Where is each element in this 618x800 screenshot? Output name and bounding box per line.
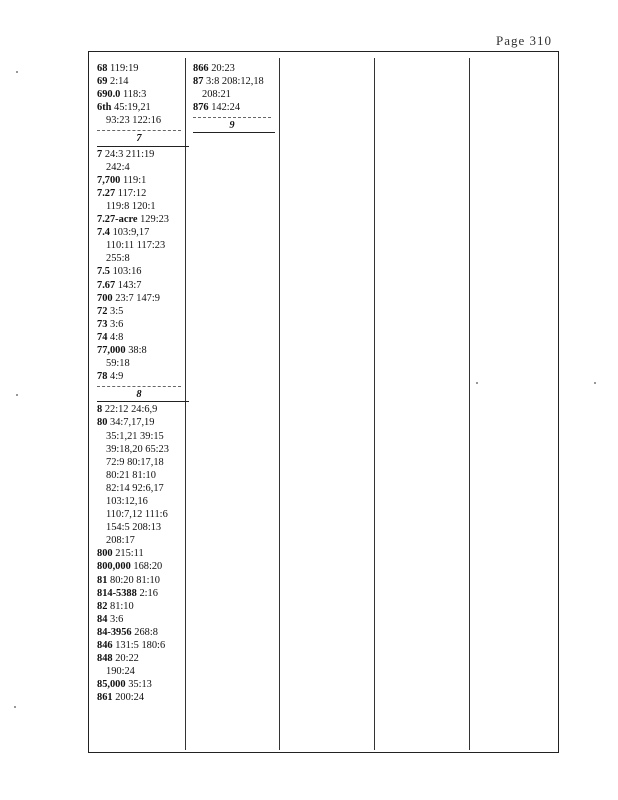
page-line-refs: 110:7,12 111:6 <box>106 509 168 521</box>
page-line-refs: 255:8 <box>106 253 130 265</box>
index-term: 78 <box>97 371 108 383</box>
index-entry <box>97 292 189 305</box>
page-line-refs: 82:14 92:6,17 <box>106 482 164 494</box>
index-entry <box>97 187 189 200</box>
index-entry <box>97 75 189 88</box>
section-letter: 7 <box>136 133 142 145</box>
page-line-refs: 103:16 <box>112 266 142 278</box>
page-line-refs: 80:20 81:10 <box>110 574 160 586</box>
page-line-refs: 72:9 80:17,18 <box>106 456 164 468</box>
page-line-refs: 34:7,17,19 <box>110 417 155 429</box>
page-line-refs: 208:21 <box>202 89 231 101</box>
index-entry <box>97 344 189 357</box>
index-entry-continuation <box>97 469 189 482</box>
column-divider <box>469 58 470 750</box>
page-line-refs: 45:19,21 <box>114 102 151 114</box>
index-term: 866 <box>193 63 209 74</box>
index-term: 68 <box>97 63 108 74</box>
page-line-refs: 22:12 24:6,9 <box>104 404 158 416</box>
index-entry <box>193 75 275 88</box>
index-entry <box>97 560 189 573</box>
index-entry-continuation <box>97 252 189 265</box>
section-rule <box>97 146 189 147</box>
page-line-refs: 3:5 <box>110 305 124 317</box>
index-term: 7.5 <box>97 266 110 278</box>
scan-speck <box>16 71 18 73</box>
page-line-refs: 118:3 <box>123 89 147 101</box>
index-entry-continuation <box>97 114 189 127</box>
index-term: 74 <box>97 331 108 343</box>
index-entry <box>97 600 189 613</box>
page-line-refs: 3:8 208:12,18 <box>206 76 264 88</box>
scan-speck <box>16 394 18 396</box>
page-line-refs: 268:8 <box>134 626 158 638</box>
page-line-refs: 23:7 147:9 <box>115 292 160 304</box>
index-term: 84 <box>97 613 108 625</box>
scan-speck <box>476 382 478 384</box>
index-term: 846 <box>97 640 113 652</box>
column-divider <box>279 58 280 750</box>
index-entry <box>193 101 275 114</box>
index-entry-continuation <box>97 443 189 456</box>
index-entry <box>97 416 189 429</box>
index-entry <box>97 265 189 278</box>
column-divider <box>374 58 375 750</box>
scan-speck <box>594 382 596 384</box>
page-line-refs: 2:14 <box>110 76 129 88</box>
page-line-refs: 39:18,20 65:23 <box>106 443 169 455</box>
index-entry <box>97 213 189 226</box>
index-entry <box>97 574 189 587</box>
index-entry-continuation <box>97 534 189 547</box>
page-line-refs: 24:3 211:19 <box>104 148 155 160</box>
page-line-refs: 142:24 <box>211 102 241 114</box>
index-column-1 <box>97 62 189 705</box>
index-term: 85,000 <box>97 679 126 691</box>
index-entry-continuation <box>97 239 189 252</box>
index-term: 82 <box>97 600 108 612</box>
page-line-refs: 119:19 <box>110 63 139 74</box>
index-entry <box>97 331 189 344</box>
index-entry <box>97 148 189 161</box>
index-entry-continuation <box>97 200 189 213</box>
page-line-refs: 4:8 <box>110 331 124 343</box>
page-line-refs: 35:13 <box>128 679 152 691</box>
page-line-refs: 103:12,16 <box>106 496 148 507</box>
index-entry <box>193 62 275 75</box>
index-term: 7 <box>97 148 103 160</box>
index-term: 848 <box>97 653 113 665</box>
section-letter: 9 <box>229 120 235 132</box>
index-entry <box>97 691 189 704</box>
page-line-refs: 93:23 122:16 <box>106 115 162 127</box>
index-term: 77,000 <box>97 344 126 356</box>
index-entry <box>97 174 189 187</box>
page-line-refs: 208:17 <box>106 535 135 547</box>
page-line-refs: 3:6 <box>110 318 124 330</box>
index-entry <box>97 678 189 691</box>
page-line-refs: 80:21 81:10 <box>106 469 156 481</box>
index-entry-continuation <box>97 521 189 534</box>
page-line-refs: 38:8 <box>128 344 147 356</box>
index-entry-continuation <box>97 357 189 370</box>
index-entry-continuation <box>97 508 189 521</box>
index-term: 87 <box>193 76 204 88</box>
index-term: 69 <box>97 76 108 88</box>
index-entry <box>97 279 189 292</box>
page-line-refs: 4:9 <box>110 371 124 383</box>
index-entry-continuation <box>97 161 189 174</box>
page-line-refs: 200:24 <box>115 692 145 704</box>
index-entry <box>97 226 189 239</box>
section-header <box>97 130 189 146</box>
index-term: 876 <box>193 102 209 114</box>
index-entry <box>97 305 189 318</box>
index-entry-continuation <box>97 665 189 678</box>
section-header <box>193 117 275 133</box>
index-term: 690.0 <box>97 89 121 101</box>
page-line-refs: 154:5 208:13 <box>106 522 162 534</box>
page-line-refs: 131:5 180:6 <box>115 640 166 652</box>
index-term: 73 <box>97 318 108 330</box>
index-term: 6th <box>97 102 112 114</box>
page-line-refs: 168:20 <box>133 561 163 573</box>
index-entry <box>97 613 189 626</box>
section-header <box>97 386 189 402</box>
index-entry <box>97 62 189 75</box>
scan-speck <box>14 706 16 708</box>
index-term: 72 <box>97 305 108 317</box>
index-term: 80 <box>97 417 108 429</box>
index-term: 7.4 <box>97 227 110 239</box>
page-line-refs: 215:11 <box>115 548 144 560</box>
page-line-refs: 2:16 <box>139 587 158 599</box>
page-line-refs: 20:22 <box>115 653 139 665</box>
section-rule <box>193 132 275 133</box>
index-entry <box>97 639 189 652</box>
index-term: 84-3956 <box>97 626 132 638</box>
index-term: 800 <box>97 548 113 560</box>
section-rule <box>97 401 189 402</box>
section-letter: 8 <box>136 389 142 401</box>
index-term: 7.27-acre <box>97 214 138 226</box>
index-term: 81 <box>97 574 108 586</box>
page-line-refs: 242:4 <box>106 161 130 173</box>
index-term: 7,700 <box>97 174 121 186</box>
page-line-refs: 3:6 <box>110 613 124 625</box>
index-entry-continuation <box>193 88 275 101</box>
index-term: 700 <box>97 292 113 304</box>
index-term: 861 <box>97 692 113 704</box>
index-term: 7.67 <box>97 279 116 291</box>
page-line-refs: 119:1 <box>123 174 147 186</box>
page-line-refs: 20:23 <box>211 63 235 74</box>
index-entry-continuation <box>97 430 189 443</box>
page-line-refs: 81:10 <box>110 600 134 612</box>
page-line-refs: 35:1,21 39:15 <box>106 430 164 442</box>
page-line-refs: 59:18 <box>106 358 130 370</box>
page-line-refs: 129:23 <box>140 214 169 226</box>
index-term: 800,000 <box>97 561 131 573</box>
index-entry-continuation <box>97 482 189 495</box>
index-term: 7.27 <box>97 187 116 199</box>
page-line-refs: 103:9,17 <box>112 227 150 239</box>
index-entry-continuation <box>97 456 189 469</box>
index-entry <box>97 318 189 331</box>
page-line-refs: 143:7 <box>117 279 142 291</box>
page-line-refs: 110:11 117:23 <box>106 240 166 252</box>
index-column-2 <box>193 62 275 134</box>
index-entry <box>97 587 189 600</box>
page-number: Page 310 <box>496 33 553 48</box>
index-entry <box>97 370 189 383</box>
index-entry <box>97 547 189 560</box>
index-entry <box>97 403 189 416</box>
index-entry <box>97 101 189 114</box>
page-line-refs: 190:24 <box>106 666 135 678</box>
index-entry-continuation <box>97 495 189 508</box>
index-entry <box>97 626 189 639</box>
index-entry <box>97 88 189 101</box>
index-entry <box>97 652 189 665</box>
page-line-refs: 117:12 <box>117 187 147 199</box>
index-term: 814-5388 <box>97 587 137 599</box>
index-term: 8 <box>97 404 103 416</box>
page-line-refs: 119:8 120:1 <box>106 200 156 212</box>
